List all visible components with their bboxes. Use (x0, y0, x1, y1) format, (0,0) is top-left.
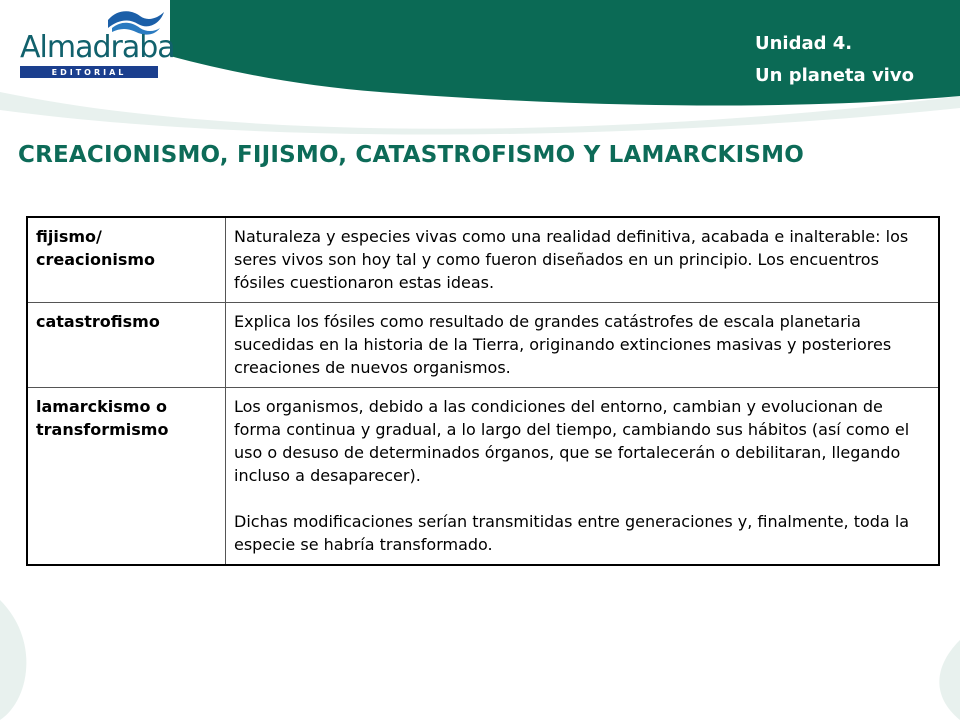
concepts-table (26, 216, 940, 566)
unit-heading (755, 28, 914, 92)
term-cell: catastrofismo (27, 303, 226, 388)
definition-cell (226, 217, 940, 303)
definition-cell (226, 303, 940, 388)
term-cell: lamarckismo o transformismo (27, 388, 226, 566)
publisher-logo (18, 6, 175, 77)
logo-subtitle: EDITORIAL (20, 66, 158, 78)
term-cell: fijismo/ creacionismo (27, 217, 226, 303)
table-row (27, 303, 939, 388)
definition-paragraph: Dichas modificaciones serían transmitidas entre generaciones y, finalmente, toda la especie se habría transformado. (234, 512, 910, 554)
definition-paragraph: Explica los fósiles como resultado de grandes catástrofes de escala planetaria sucedidas en la historia de la Tierra, originando extinciones masivas y posteriores creaciones de nuevos organismos. (234, 312, 892, 377)
definition-cell (226, 388, 940, 566)
definition-paragraph: Los organismos, debido a las condiciones del entorno, cambian y evolucionan de forma continua y gradual, a lo largo del tiempo, cambiando sus hábitos (así como el uso o desuso de determinados órganos, que se fortalecerán o debilitaran, llegando incluso a desaparecer). (234, 397, 910, 485)
logo-wordmark: Almadraba (20, 30, 175, 65)
unit-number: Unidad 4. (755, 33, 853, 54)
unit-name: Un planeta vivo (755, 65, 914, 86)
page-title: CREACIONISMO, FIJISMO, CATASTROFISMO Y LAMARCKISMO (18, 142, 804, 168)
table-row (27, 217, 939, 303)
table-row (27, 388, 939, 566)
definition-paragraph: Naturaleza y especies vivas como una realidad definitiva, acabada e inalterable: los seres vivos son hoy tal y como fueron diseñados en un principio. Los encuentros fósiles cuestionaron estas ideas. (234, 227, 909, 292)
